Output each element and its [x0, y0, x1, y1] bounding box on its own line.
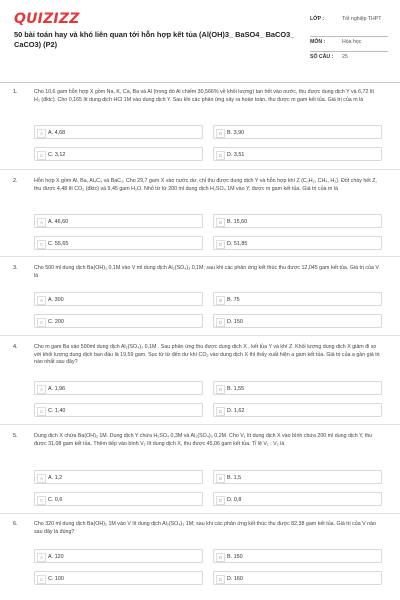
- option-letter-a: A: [37, 218, 46, 227]
- option-text: B. 3,90: [227, 129, 245, 136]
- option-c[interactable]: [34, 147, 203, 161]
- option-text: D. 150: [227, 318, 243, 325]
- option-text: A. 4,68: [48, 129, 66, 136]
- option-letter-c: C: [37, 240, 46, 249]
- option-text: A. 1,96: [48, 385, 66, 392]
- option-d[interactable]: [213, 492, 382, 506]
- option-letter-b: B: [216, 129, 225, 138]
- option-text: C. 0,6: [48, 496, 63, 503]
- option-d[interactable]: [213, 236, 382, 250]
- option-c[interactable]: [34, 403, 203, 417]
- option-c[interactable]: [34, 314, 203, 328]
- option-text: C. 100: [48, 575, 64, 582]
- question-separator: [0, 169, 400, 170]
- option-letter-a: A: [37, 553, 46, 562]
- info-table: [310, 14, 388, 64]
- question-number: 3.: [13, 265, 18, 271]
- question-number: 6.: [13, 521, 18, 527]
- info-row-count: [310, 52, 388, 64]
- option-letter-c: C: [37, 151, 46, 160]
- option-letter-d: D: [216, 151, 225, 160]
- option-a[interactable]: [34, 292, 203, 306]
- option-letter-d: D: [216, 575, 225, 584]
- option-text: B. 1,55: [227, 385, 245, 392]
- option-text: A. 1,2: [48, 474, 63, 481]
- option-text: C. 1,40: [48, 407, 66, 414]
- question-number: 1.: [13, 89, 18, 95]
- option-letter-b: B: [216, 474, 225, 483]
- info-label: SỐ CÂU :: [310, 54, 334, 60]
- option-letter-d: D: [216, 496, 225, 505]
- option-a[interactable]: [34, 470, 203, 484]
- option-text: D. 3,51: [227, 151, 245, 158]
- option-letter-b: B: [216, 385, 225, 394]
- question-text: Cho 320 ml dung dịch Ba(OH)₂ 1M vào V lít dung dịch Al₂(SO₄)₃ 1M; sau khi các phản ứng kết thúc thu được 82,38 gam kết tủa. Giá trị của V nào sau đây là đúng?: [34, 521, 376, 535]
- option-text: B. 15,60: [227, 218, 248, 225]
- option-letter-a: A: [37, 129, 46, 138]
- header-divider: [0, 82, 400, 83]
- option-a[interactable]: [34, 549, 203, 563]
- quizizz-logo: QUIZIZZ: [14, 11, 80, 27]
- option-text: B. 75: [227, 296, 240, 303]
- option-a[interactable]: [34, 125, 203, 139]
- option-text: A. 120: [48, 553, 64, 560]
- option-c[interactable]: [34, 571, 203, 585]
- option-b[interactable]: [213, 125, 382, 139]
- option-letter-a: A: [37, 296, 46, 305]
- option-b[interactable]: [213, 214, 382, 228]
- question-number: 2.: [13, 178, 18, 184]
- info-value: 25: [342, 54, 348, 60]
- info-row-grade: [310, 14, 388, 37]
- option-letter-b: B: [216, 218, 225, 227]
- option-c[interactable]: [34, 492, 203, 506]
- option-d[interactable]: [213, 571, 382, 585]
- option-letter-b: B: [216, 553, 225, 562]
- option-text: A. 46,60: [48, 218, 69, 225]
- option-text: A. 300: [48, 296, 64, 303]
- option-text: D. 160: [227, 575, 243, 582]
- option-text: D. 1,62: [227, 407, 245, 414]
- option-b[interactable]: [213, 549, 382, 563]
- option-letter-a: A: [37, 474, 46, 483]
- question-separator: [0, 256, 400, 257]
- question-text: Cho 500 ml dung dịch Ba(OH)₂ 0,1M vào V ml dung dịch Al₂(SO₄)₃ 0,1M; sau khi các phản ứng kết thúc thu được 12,045 gam kết tủa. Giá trị của V là: [34, 265, 379, 279]
- option-text: C. 3,12: [48, 151, 66, 158]
- option-letter-c: C: [37, 496, 46, 505]
- option-letter-b: B: [216, 296, 225, 305]
- option-letter-a: A: [37, 385, 46, 394]
- option-b[interactable]: [213, 470, 382, 484]
- option-letter-c: C: [37, 575, 46, 584]
- option-b[interactable]: [213, 381, 382, 395]
- info-label: LỚP :: [310, 16, 325, 22]
- question-text: Dung dịch X chứa Ba(OH)₂ 1M. Dung dịch Y chứa H₂SO₄ 0,3M và Al₂(SO₄)₃ 0,2M. Cho V₁ lít dung dịch X vào bình chứa 200 ml dung dịch Y, thu được 31,08 gam kết tủa. Thêm tiếp vào bình V₂ lít dung dịch X, thu được 45,06 gam kết tủa. Tỉ lệ V₁ : V₂ là: [34, 433, 373, 447]
- option-text: D. 0,8: [227, 496, 242, 503]
- info-value: Tốt nghiệp THPT: [342, 16, 382, 22]
- option-d[interactable]: [213, 147, 382, 161]
- info-row-subject: [310, 37, 388, 52]
- option-d[interactable]: [213, 403, 382, 417]
- question-text: Hỗn hợp X gồm Al, Ba, Al₄C₃ và BaC₂. Cho 29,7 gam X vào nước dư, chỉ thu được dung dịch Y và hỗn hợp khí Z (C₂H₂, CH₄, H₂). Đốt cháy hết Z, thu được 4,48 lít CO₂ (đktc) và 9,45 gam H₂O. Nhỏ từ từ 200 ml dung dịch H₂SO₄ 1M vào Y, được m gam kết tủa. Giá trị của m là: [34, 178, 377, 192]
- option-text: D. 51,85: [227, 240, 248, 247]
- option-b[interactable]: [213, 292, 382, 306]
- option-text: B. 150: [227, 553, 243, 560]
- option-c[interactable]: [34, 236, 203, 250]
- question-text: Cho 10,6 gam hỗn hợp X gồm Na, K, Ca, Ba và Al (trong đó Al chiếm 30,566% về khối lượng) tan hết vào nước, thu được dung dịch Y và 6,72 lít H₂ (đktc). Cho 0,165 lít dung dịch HCl 1M vào dung dịch Y. Sau khi các phản ứng xảy ra hoàn toàn, thu được m gam kết tủa. Giá trị của m là: [34, 89, 374, 103]
- option-letter-d: D: [216, 407, 225, 416]
- option-text: C. 55,65: [48, 240, 69, 247]
- worksheet-title: 50 bài toán hay và khó liên quan tới hỗn hợp kết tủa (Al(OH)3_ BaSO4_ BaCO3_ CaCO3) (P2): [14, 30, 295, 49]
- question-separator: [0, 335, 400, 336]
- option-letter-d: D: [216, 240, 225, 249]
- question-number: 5.: [13, 433, 18, 439]
- option-d[interactable]: [213, 314, 382, 328]
- option-a[interactable]: [34, 214, 203, 228]
- question-separator: [0, 513, 400, 514]
- option-letter-c: C: [37, 407, 46, 416]
- option-text: C. 200: [48, 318, 64, 325]
- info-value: Hóa học: [342, 39, 362, 45]
- option-letter-d: D: [216, 318, 225, 327]
- question-separator: [0, 424, 400, 425]
- question-number: 4.: [13, 344, 18, 350]
- option-a[interactable]: [34, 381, 203, 395]
- question-text: Cho m gam Ba vào 500ml dung dịch Al₂(SO₄)₃ 0,1M . Sau phản ứng thu được dung dịch X , kết tủa Y và khí Z. Khối lượng dung dịch X giảm đi so với khối lượng dung dịch ban đầu là 19,59 gam. Sục từ từ đến dư khí CO₂ vào dung dịch X thì thấy xuất hiện a gam kết tủa. Giá trị của a gần giá trị nào nhất sau đây?: [34, 344, 380, 366]
- option-letter-c: C: [37, 318, 46, 327]
- info-label: MÔN :: [310, 39, 326, 45]
- option-text: B. 1,5: [227, 474, 242, 481]
